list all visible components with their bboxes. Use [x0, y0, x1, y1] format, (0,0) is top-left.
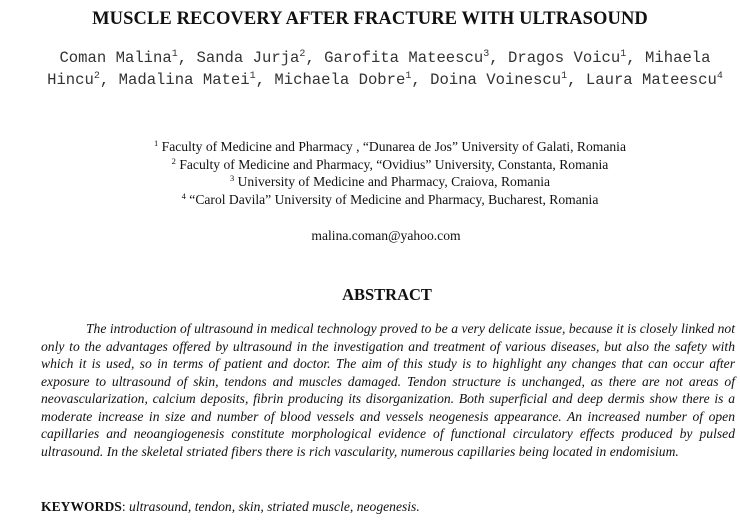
author [196, 49, 324, 67]
keywords-label: KEYWORDS [41, 499, 122, 514]
affiliation-text: University of Medicine and Pharmacy, Craiova, Romania [234, 174, 551, 190]
affiliation-line [120, 191, 660, 209]
author-affiliation-mark: 1 [405, 71, 412, 82]
author-affiliation-mark: 1 [620, 49, 627, 60]
affiliation-line [120, 156, 660, 174]
affiliation-number: 2 [171, 155, 176, 166]
author-name: Laura Mateescu [585, 71, 717, 89]
affiliation-text: Faculty of Medicine and Pharmacy , “Dunarea de Jos” University of Galati, Romania [158, 139, 626, 154]
author-name: Mihaela Hincu [47, 49, 711, 89]
keywords-values: ultrasound, tendon, skin, striated muscle, neogenesis. [129, 499, 420, 514]
affiliation-list [120, 138, 660, 208]
author-name: Coman Malina [59, 49, 172, 67]
author-affiliation-mark: 1 [249, 71, 256, 82]
affiliation-number: 4 [181, 190, 186, 201]
keywords-line [41, 499, 735, 515]
author-name: Sanda Jurja [196, 49, 300, 67]
author-name: Doina Voinescu [430, 71, 562, 89]
author-name: Madalina Matei [118, 71, 250, 89]
author-affiliation-mark: 2 [93, 71, 100, 82]
abstract-heading: ABSTRACT [342, 285, 432, 304]
author-affiliation-mark: 2 [299, 49, 306, 60]
affiliation-number: 3 [229, 173, 235, 184]
author [324, 49, 508, 67]
paper-title: MUSCLE RECOVERY AFTER FRACTURE WITH ULTRASOUND [92, 9, 648, 29]
affiliation-line [120, 173, 660, 191]
author-separator: , [177, 49, 197, 67]
author-name: Garofita Mateescu [324, 49, 484, 67]
author [119, 71, 275, 89]
author-name: Michaela Dobre [274, 71, 406, 89]
author-separator: , [567, 71, 586, 89]
author-separator: , [305, 49, 325, 67]
author-name: Dragos Voicu [507, 49, 621, 67]
author-separator: , [489, 49, 508, 67]
author [274, 71, 430, 89]
contact-email: malina.coman@yahoo.com [311, 228, 461, 243]
author [508, 49, 645, 67]
author-separator: , [626, 49, 646, 67]
author-affiliation-mark: 1 [171, 49, 178, 60]
affiliation-number: 1 [154, 138, 159, 148]
affiliation-line [120, 138, 660, 156]
author-affiliation-mark: 3 [483, 49, 490, 60]
keywords-separator: : [121, 499, 130, 514]
author [586, 71, 723, 89]
author-separator: , [411, 71, 431, 89]
abstract-body: The introduction of ultrasound in medical technology proved to be a very delicate issue, because it is closely linked not only to the advantages offered by ultrasound in the investigation and treatment of various diseases, but also the safety with which it is used, so in terms of patient and doctor. The aim of this study is to highlight any changes that can occur after exposure to ultrasound of skin, tendons and muscles damaged. Tendon structure is unchanged, as there are not areas of neovascularization, calcium deposits, fibrin producing its disorganization. Both superficial and deep dermis show there is a moderate increase in size and number of blood vessels and vessels neogenesis appearance. An increased number of open capillaries and neoangiogenesis constitute morphological evidence of functional circulatory effects produced by pulsed ultrasound. In the skeletal striated fibers there is rich vascularity, numerous capillaries being located in endomisium. [41, 321, 735, 459]
author-separator: , [99, 71, 119, 89]
author [59, 49, 196, 67]
author-list [40, 47, 730, 91]
affiliation-text: Faculty of Medicine and Pharmacy, “Ovidius” University, Constanta, Romania [175, 156, 609, 172]
author [430, 71, 586, 89]
author-affiliation-mark: 4 [716, 71, 723, 82]
author-affiliation-mark: 1 [561, 71, 568, 82]
author-separator: , [255, 71, 275, 89]
affiliation-text: “Carol Davila” University of Medicine and Pharmacy, Bucharest, Romania [185, 191, 599, 207]
